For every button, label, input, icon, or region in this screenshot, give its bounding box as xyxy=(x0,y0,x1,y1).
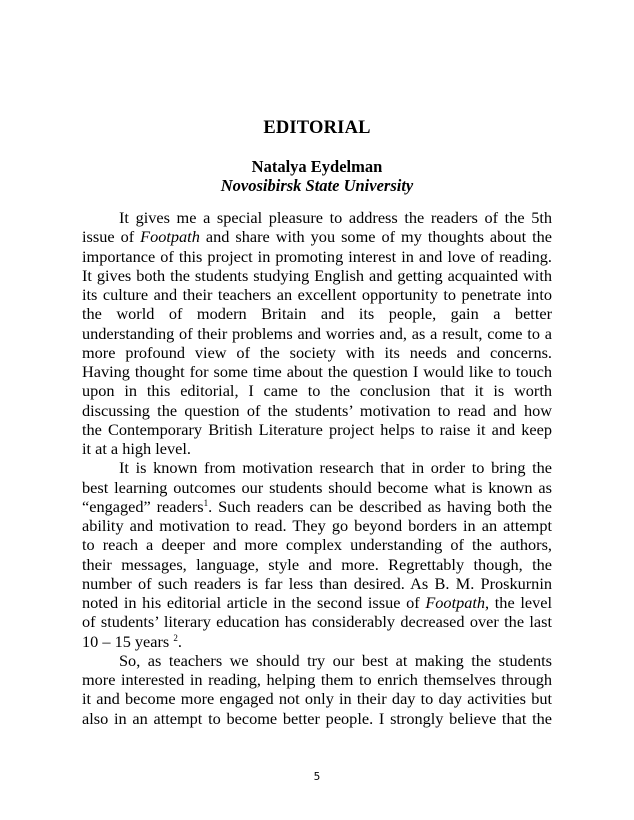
text-segment: . xyxy=(177,631,182,651)
text-line: more profound view of the society with its needs and concerns. xyxy=(82,342,552,362)
page-title: EDITORIAL xyxy=(263,118,371,138)
text-line: Having thought for some time about the question I would like to touch xyxy=(82,362,552,381)
text-line: it and become more engaged not only in their day to day activities but xyxy=(82,689,552,709)
text-line: more interested in reading, helping them to enrich themselves through xyxy=(82,670,552,689)
footnote-ref: 1 xyxy=(203,497,209,508)
text-line: So, as teachers we should try our best at making the students xyxy=(119,650,552,670)
text-line: It is known from motivation research that in order to bring the xyxy=(119,458,552,478)
italic-title: Footpath xyxy=(140,227,200,247)
text-line: the world of modern Britain and its people, gain a better xyxy=(82,304,552,324)
text-segment: “engaged” readers xyxy=(82,496,204,516)
page-number: 5 xyxy=(313,771,321,783)
text-segment: 10 – 15 years xyxy=(82,631,174,651)
text-line: to reach a deeper and more complex understanding of the authors, xyxy=(82,535,552,555)
text-line: of students’ literary education has considerably decreased over the last xyxy=(82,612,552,632)
text-segment: . Such readers can be described as having both the xyxy=(208,496,552,516)
author-affiliation: Novosibirsk State University xyxy=(220,176,414,195)
text-line xyxy=(82,497,552,516)
author-name: Natalya Eydelman xyxy=(251,157,383,176)
italic-title: Footpath xyxy=(425,593,486,612)
text-line: also in an attempt to become better people. I strongly believe that the xyxy=(82,708,552,728)
text-line: It gives me a special pleasure to address the readers of the 5th xyxy=(119,208,552,227)
text-line: ability and motivation to read. They go beyond borders in an attempt xyxy=(82,516,552,535)
text-line: their messages, language, style and more. Regrettably though, the xyxy=(82,554,552,574)
text-segment: noted in his editorial article in the second issue of xyxy=(82,593,426,612)
text-line: its culture and their teachers an excellent opportunity to penetrate into xyxy=(82,285,552,304)
text-line: upon in this editorial, I came to the conclusion that it is worth xyxy=(82,381,552,401)
footnote-ref: 2 xyxy=(173,632,178,643)
text-line: importance of this project in promoting interest in and love of reading. xyxy=(82,246,552,266)
text-line xyxy=(82,593,552,612)
text-line: best learning outcomes our students should become what is known as xyxy=(82,477,552,497)
text-segment: , the level xyxy=(485,593,552,612)
body-text xyxy=(82,208,552,728)
text-line xyxy=(82,632,552,651)
text-line: discussing the question of the students’ motivation to read and how xyxy=(82,400,552,420)
text-line xyxy=(82,227,552,246)
text-line: number of such readers is far less than desired. As B. M. Proskurnin xyxy=(82,573,552,593)
text-line: It gives both the students studying English and getting acquainted with xyxy=(82,265,552,285)
text-line: it at a high level. xyxy=(82,439,191,458)
text-line: the Contemporary British Literature project helps to raise it and keep xyxy=(82,419,552,439)
text-segment: and share with you some of my thoughts about the xyxy=(199,227,553,247)
text-segment: issue of xyxy=(82,227,141,247)
text-line: understanding of their problems and worries and, as a result, come to a xyxy=(82,323,552,343)
